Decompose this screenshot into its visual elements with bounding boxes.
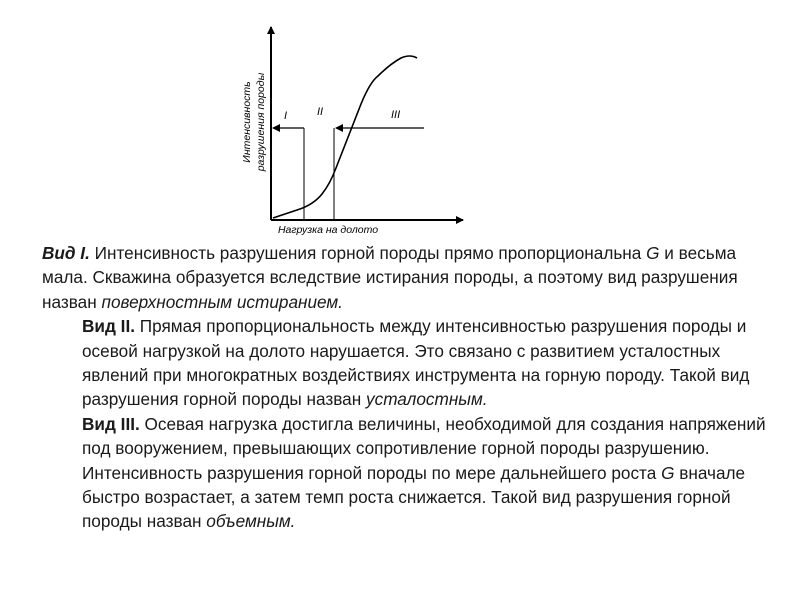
type-3-term: объемным. [206,511,296,532]
intensity-curve [273,56,417,218]
zone-label-2: II [317,106,324,118]
paragraph-type-1: Вид I. Интенсивность разрушения горной породы прямо пропорциональна G и весьма мала. Скважина образуется вследствие истирания породы, а поэтому вид разрушения назван поверхностным истиранием. [42,243,738,312]
zone-label-3: III [391,109,401,121]
destruction-intensity-diagram [230,20,480,235]
load-symbol: G [661,462,675,483]
paragraph-type-3: Вид III. Осевая нагрузка достигла величины, необходимой для создания напряжений под вооружением, превышающих сопротивление горной породы разрушению. Интенсивность разрушения горной породы по мере дальнейшего роста G вначале быстро возрастает, а затем темп роста снижается. Такой вид разрушения горной породы назван объемным. [82,413,766,532]
type-3-heading: Вид III. [82,413,140,434]
type-1-term: поверхностным истиранием. [101,291,343,312]
x-axis-label: Нагрузка на долото [277,224,379,235]
paragraph-type-2: Вид II. Прямая пропорциональность между интенсивностью разрушения породы и осевой нагрузкой на долото нарушается. Это связано с развитием усталостных явлений при многократных воздействиях инструмента на горную породу. Такой вид разрушения горной породы назван усталостным. [82,316,750,410]
load-symbol: G [646,243,660,263]
y-axis-label-line1: Интенсивность [241,81,253,163]
zone-label-1: I [284,110,288,122]
type-1-heading: Вид I. [42,243,90,263]
type-2-heading: Вид II. [82,316,135,337]
type-2-term: усталостным. [366,389,488,410]
y-axis-label-line2: разрушения породы [255,72,267,172]
description-text [42,241,772,534]
